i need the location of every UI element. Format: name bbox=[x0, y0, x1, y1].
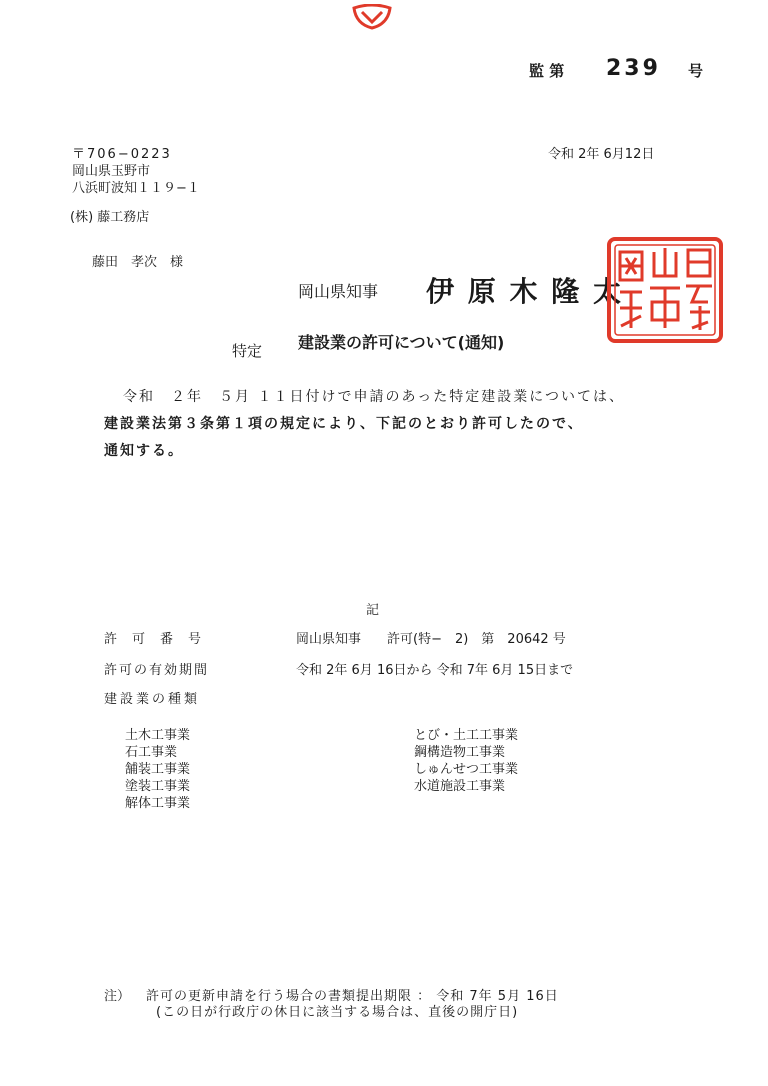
doc-number-prefix: 監 第 bbox=[529, 62, 565, 80]
construction-type-left: 石工事業 bbox=[125, 745, 178, 760]
note-label: 注） bbox=[104, 989, 131, 1004]
sender-office: 岡山県知事 bbox=[298, 282, 379, 301]
sender-name: 伊 原 木 隆 太 bbox=[426, 275, 623, 308]
note-line-1: 許可の更新申請を行う場合の書類提出期限 ： 令和 7年 5月 16日 bbox=[146, 989, 559, 1004]
permit-number-label: 許 可 番 号 bbox=[104, 632, 203, 647]
postal-code: 〒706−0223 bbox=[72, 147, 172, 162]
construction-type-left: 解体工事業 bbox=[125, 796, 191, 811]
construction-type-right: しゅんせつ工事業 bbox=[414, 762, 519, 777]
construction-types-label: 建設業の種類 bbox=[104, 692, 201, 707]
validity-period-label: 許可の有効期間 bbox=[104, 663, 210, 678]
body-line-2: 建設業法第３条第１項の規定により、下記のとおり許可したので、 bbox=[104, 416, 584, 432]
construction-type-right: 鋼構造物工事業 bbox=[414, 745, 506, 760]
construction-type-left: 舗装工事業 bbox=[125, 762, 191, 777]
body-line-3: 通知する。 bbox=[104, 443, 184, 459]
doc-number-suffix: 号 bbox=[688, 62, 704, 80]
doc-number: 239 bbox=[606, 56, 661, 81]
note-line-2: (この日が行政庁の休日に該当する場合は、直後の開庁日) bbox=[156, 1005, 519, 1020]
permit-number-value: 岡山県知事 許可(特− 2) 第 20642 号 bbox=[296, 632, 566, 647]
official-seal-icon bbox=[606, 236, 724, 344]
construction-type-left: 塗装工事業 bbox=[125, 779, 191, 794]
recipient-name: 藤田 孝次 様 bbox=[92, 255, 184, 270]
construction-type-right: とび・土工工事業 bbox=[414, 728, 519, 743]
subject-prefix: 特定 bbox=[232, 342, 263, 360]
subject-title: 建設業の許可について(通知) bbox=[298, 333, 505, 352]
record-heading: 記 bbox=[366, 603, 380, 618]
construction-type-right: 水道施設工事業 bbox=[414, 779, 506, 794]
construction-type-left: 土木工事業 bbox=[125, 728, 191, 743]
validity-period-value: 令和 2年 6月 16日から 令和 7年 6月 15日まで bbox=[296, 663, 574, 678]
address-line-1: 岡山県玉野市 bbox=[72, 164, 151, 179]
company-name: (株) 藤工務店 bbox=[70, 210, 150, 225]
issue-date: 令和 2年 6月12日 bbox=[548, 147, 655, 162]
body-line-1: 令和 ２年 ５月 １１日付けで申請のあった特定建設業については、 bbox=[123, 389, 626, 405]
prefecture-emblem-icon bbox=[350, 4, 394, 30]
address-line-2: 八浜町波知１１９−１ bbox=[72, 181, 200, 196]
